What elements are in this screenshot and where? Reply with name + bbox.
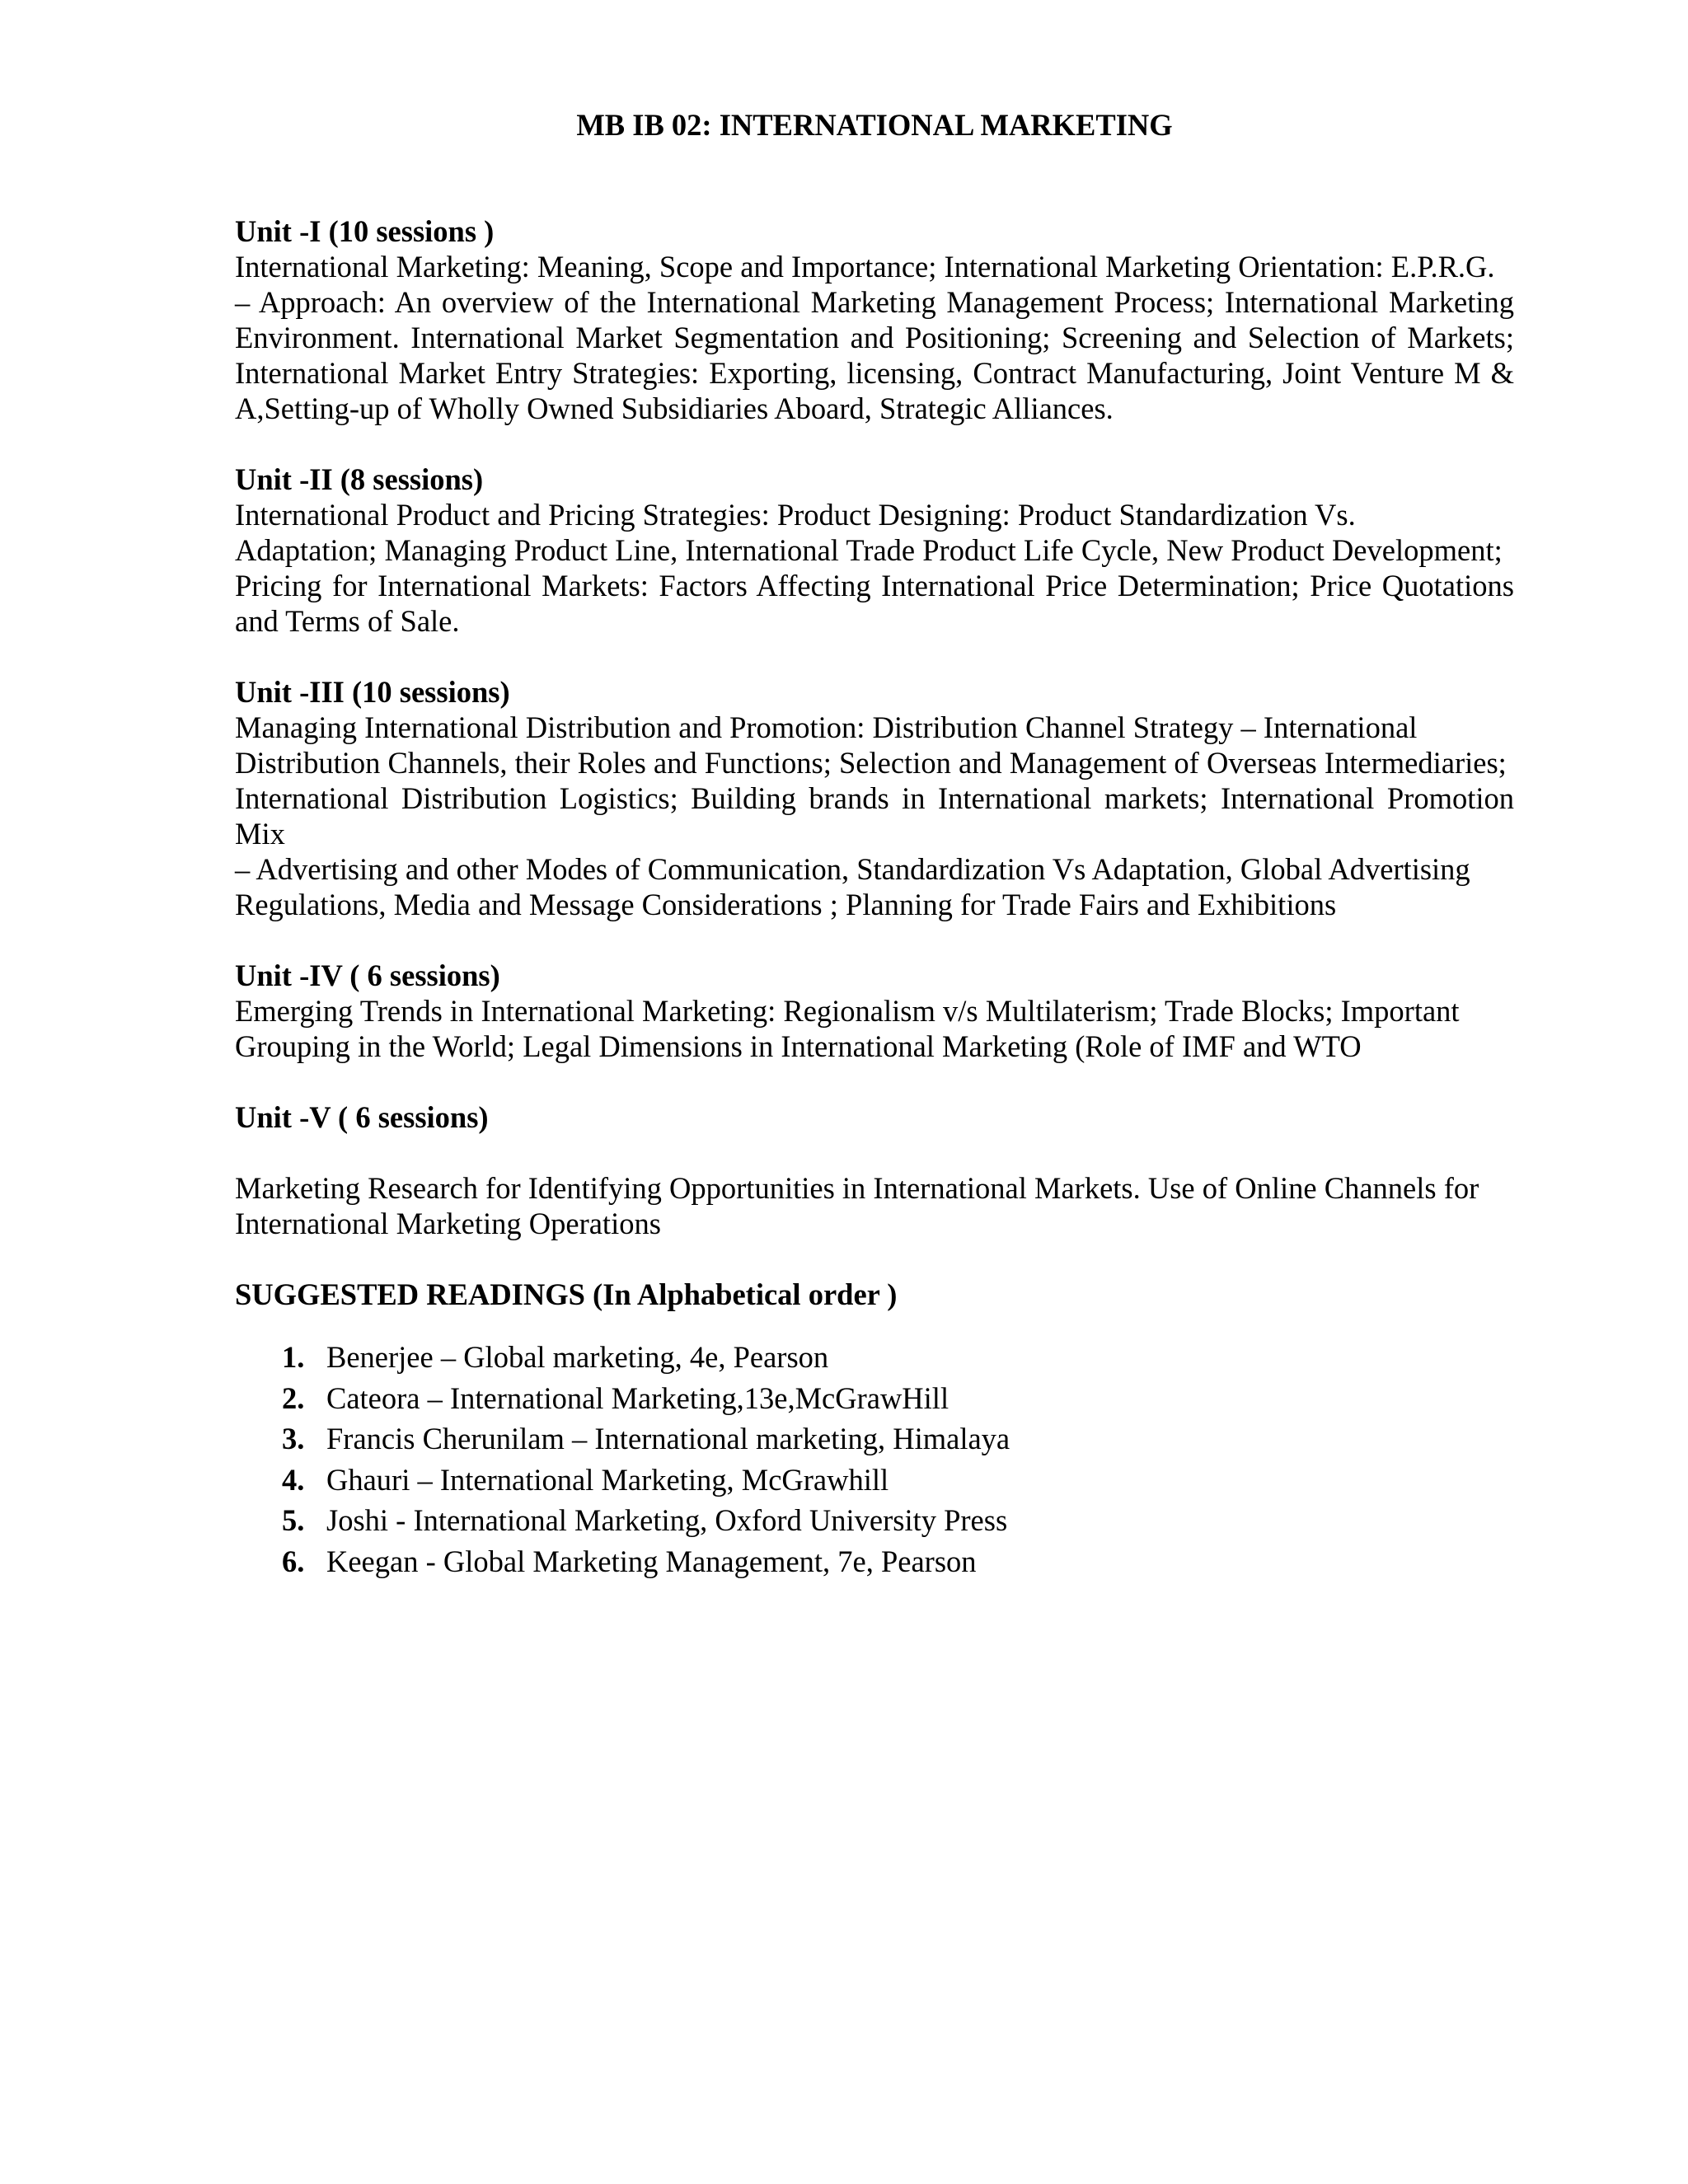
reading-item — [282, 1500, 1514, 1541]
unit-1 — [235, 213, 1514, 426]
unit-3 — [235, 674, 1514, 922]
page-title: MB IB 02: INTERNATIONAL MARKETING — [576, 108, 1173, 142]
reading-number: 5. — [282, 1503, 305, 1537]
unit-paragraph: Regulations, Media and Message Considerations ; Planning for Trade Fairs and Exhibitions — [235, 888, 1337, 921]
unit-2 — [235, 462, 1514, 639]
readings-list — [235, 1337, 1514, 1582]
unit-paragraph: International Distribution Logistics; Building brands in International markets; International Promotion Mix — [235, 781, 1514, 851]
unit-heading: Unit -III (10 sessions) — [235, 675, 510, 709]
spacer — [235, 1135, 1514, 1170]
reading-number: 3. — [282, 1422, 305, 1455]
reading-item — [282, 1418, 1514, 1460]
reading-text: Keegan - Global Marketing Management, 7e, Pearson — [326, 1544, 977, 1578]
unit-heading: Unit -IV ( 6 sessions) — [235, 958, 500, 992]
unit-paragraph: Pricing for International Markets: Factors Affecting International Price Determination; Price Quotations and Terms of Sale. — [235, 569, 1514, 638]
reading-item — [282, 1541, 1514, 1582]
reading-text: Cateora – International Marketing,13e,McGrawHill — [326, 1380, 950, 1415]
readings-heading: SUGGESTED READINGS (In Alphabetical order ) — [235, 1277, 898, 1311]
unit-4 — [235, 958, 1514, 1064]
reading-item — [282, 1337, 1514, 1378]
unit-heading: Unit -V ( 6 sessions) — [235, 1100, 489, 1134]
reading-number: 1. — [282, 1340, 305, 1374]
unit-paragraph: – Approach: An overview of the International Marketing Management Process; International Marketing Environment. International Market Segmentation and Positioning; Screening and Selection of Markets; International Market Entry Strategies: Exporting, licensing, Contract Manufacturing, Joint Venture M & A,Setting-up of Wholly Owned Subsidiaries Aboard, Strategic Alliances. — [235, 285, 1514, 425]
unit-paragraph: Emerging Trends in International Marketing: Regionalism v/s Multilaterism; Trade Blocks; Important Grouping in the World; Legal Dimensions in International Marketing (Role of IMF and WTO — [235, 994, 1460, 1063]
unit-paragraph: Distribution Channels, their Roles and Functions; Selection and Management of Overseas Intermediaries; — [235, 746, 1507, 780]
reading-text: Ghauri – International Marketing, McGrawhill — [326, 1462, 889, 1497]
reading-number: 4. — [282, 1462, 305, 1497]
unit-5 — [235, 1099, 1514, 1241]
reading-text: Francis Cherunilam – International marketing, Himalaya — [326, 1422, 1010, 1455]
unit-paragraph: International Product and Pricing Strategies: Product Designing: Product Standardization Vs. — [235, 498, 1356, 532]
unit-paragraph: Marketing Research for Identifying Opportunities in International Markets. Use of Online Channels for International Marketing Operations — [235, 1171, 1479, 1240]
unit-paragraph: Adaptation; Managing Product Line, International Trade Product Life Cycle, New Product Development; — [235, 533, 1503, 567]
unit-heading: Unit -I (10 sessions ) — [235, 214, 495, 248]
reading-text: Joshi - International Marketing, Oxford University Press — [326, 1503, 1008, 1537]
unit-paragraph: Managing International Distribution and Promotion: Distribution Channel Strategy – International — [235, 710, 1418, 744]
syllabus-page — [235, 107, 1514, 1582]
reading-text: Benerjee – Global marketing, 4e, Pearson — [326, 1340, 829, 1374]
unit-paragraph: International Marketing: Meaning, Scope and Importance; International Marketing Orientation: E.P.R.G. — [235, 250, 1495, 284]
unit-heading: Unit -II (8 sessions) — [235, 462, 484, 496]
reading-number: 6. — [282, 1544, 305, 1578]
reading-item — [282, 1378, 1514, 1419]
reading-item — [282, 1460, 1514, 1501]
unit-paragraph: – Advertising and other Modes of Communication, Standardization Vs Adaptation, Global Advertising — [235, 852, 1470, 886]
reading-number: 2. — [282, 1380, 305, 1415]
